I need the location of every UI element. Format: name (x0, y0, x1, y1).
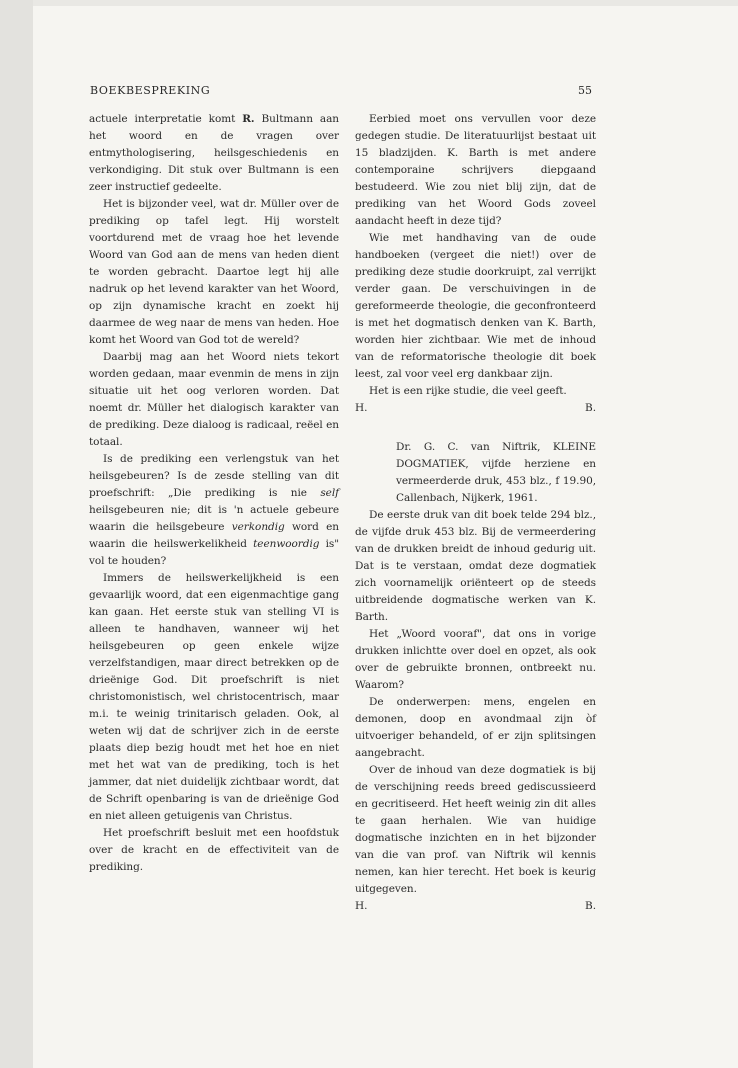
running-header-title: BOEKBESPREKING (90, 84, 211, 97)
initial-r: R. (242, 113, 255, 125)
paragraph-handboeken: Wie met handhaving van de oude handboeken (vergeet die niet!) over de prediking deze studie doorkruipt, zal verrijkt verder gaan. De verschuivingen in de gereformeerde theologie, die geconfronteerd is met het dogmatisch denken van K. Barth, worden hier zichtbaar. Wie met de inhoud van de reformatorische theologie dit boek leest, zal voor veel erg dankbaar zijn. (355, 232, 596, 380)
paragraph-besluit: Het proefschrift besluit met een hoofdstuk over de kracht en de effectiviteit van de prediking. (89, 827, 339, 873)
paragraph-woord-vooraf: Het „Woord vooraf", dat ons in vorige drukken inlichtte over doel en opzet, als ook over de gebruikte bronnen, ontbreekt nu. Waarom? (355, 628, 596, 691)
signature-first-review: H. B. (355, 402, 596, 414)
paragraph-eerbied: Eerbied moet ons vervullen voor deze gedegen studie. De literatuurlijst bestaat uit 15 bladzijden. K. Barth is met andere contemporaine schrijvers diepgaand bestudeerd. Wie zou niet blij zijn, dat de prediking van het Woord Gods zoveel aandacht heeft in deze tijd? (355, 113, 596, 227)
paragraph-bultmann: actuele interpretatie komt R. Bultmann aan het woord en de vragen over entmythologisering, heilsgeschiedenis en verkondiging. Dit stuk over Bultmann is een zeer instructief gedeelte. (89, 113, 339, 193)
review-heading-kleine-dogmatiek: Dr. G. C. van Niftrik, KLEINE DOGMATIEK, vijfde herziene en vermeerderde druk, 453 blz., f 19.90, Callenbach, Nijkerk, 1961. (396, 441, 596, 504)
paragraph-inhoud: Over de inhoud van deze dogmatiek is bij de verschijning reeds breed gediscussieerd en gecritiseerd. Het heeft weinig zin dit alles te gaan herhalen. Wie van huidige dogmatische inzichten en in het bijzonder van die van prof. van Niftrik wil kennis nemen, kan hier terecht. Het boek is keurig uitgegeven. (355, 764, 596, 895)
page-number: 55 (578, 84, 592, 97)
paragraph-muller-prediking: Het is bijzonder veel, wat dr. Müller over de prediking op tafel legt. Hij worstelt voortdurend met de vraag hoe het levende Woord van God aan de mens van heden dient te worden gebracht. Daartoe legt hij alle nadruk op het levend karakter van het Woord, op zijn dynamische kracht en zoekt hij daarmee de weg naar de mens van heden. Hoe komt het Woord van God tot de wereld? (89, 198, 339, 346)
page-top-edge (33, 0, 738, 6)
right-column (355, 111, 596, 915)
paragraph-stelling: Is de prediking een verlengstuk van het heilsgebeuren? Is de zesde stelling van dit proefschrift: „Die prediking is nie self heilsgebeuren nie; dit is 'n actuele gebeure waarin die heilsgebeure verkondig word en waarin die heilswerkelikheid teenwoordig is" vol te houden? (89, 453, 339, 567)
paragraph-rijke-studie: Het is een rijke studie, die veel geeft. (369, 385, 567, 397)
signature-second-review: H. B. (355, 900, 596, 912)
left-column (89, 111, 339, 876)
paragraph-heilswerkelijkheid: Immers de heilswerkelijkheid is een gevaarlijk woord, dat een eigenmachtige gang kan gaan. Het eerste stuk van stelling VI is alleen te handhaven, wanneer wij het heilsgebeuren op geen enkele wijze verzelfstandigen, maar direct betrekken op de drieënige God. Dit proefschrift is niet christomonistisch, wel christocentrisch, maar m.i. te weinig trinitarisch geladen. Ook, al weten wij dat de schrijver zich in de eerste plaats diep bezig houdt met het hoe en niet met het wat van de prediking, toch is het jammer, dat niet duidelijk zichtbaar wordt, dat de Schrift openbaring is van de drieënige God en niet alleen getuigenis van Christus. (89, 572, 339, 822)
paragraph-eerste-druk: De eerste druk van dit boek telde 294 blz., de vijfde druk 453 blz. Bij de vermeerdering van de drukken breidt de inhoud gedurig uit. Dat is te verstaan, omdat deze dogmatiek zich voornamelijk oriënteert op de steeds uitbreidende dogmatische werken van K. Barth. (355, 509, 596, 623)
paragraph-onderwerpen: De onderwerpen: mens, engelen en demonen, doop en avondmaal zijn òf uitvoeriger behandeld, of er zijn splitsingen aangebracht. (355, 696, 596, 759)
paragraph-dialogisch: Daarbij mag aan het Woord niets tekort worden gedaan, maar evenmin de mens in zijn situatie uit het oog verloren worden. Dat noemt dr. Müller het dialogisch karakter van de prediking. Deze dialoog is radicaal, reëel en totaal. (89, 351, 339, 448)
